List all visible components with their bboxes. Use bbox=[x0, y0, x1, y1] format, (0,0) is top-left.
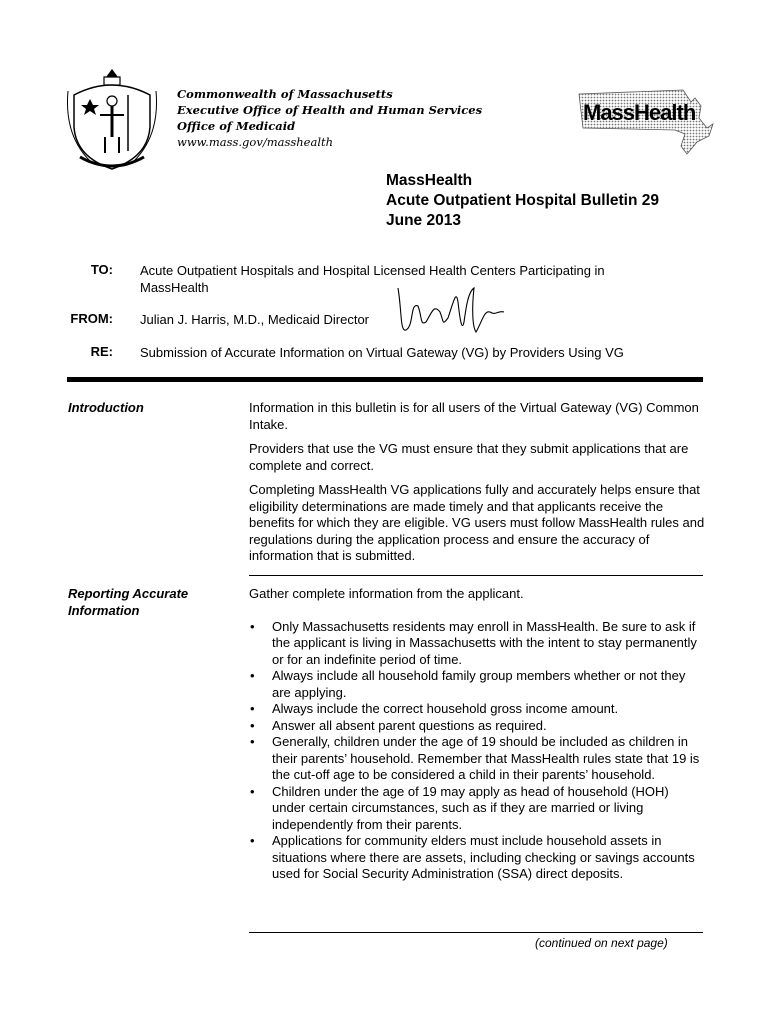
reporting-body bbox=[249, 586, 709, 883]
list-item: • Generally, children under the age of 19 should be included as children in their parents’ household. Remember that MassHealth rules state that 19 is the cut-off age to be considered a child in their parents’ household. bbox=[250, 734, 700, 782]
reporting-bullet-list bbox=[249, 619, 709, 883]
intro-paragraph: Providers that use the VG must ensure that they submit applications that are complete and correct. bbox=[249, 441, 689, 473]
reporting-heading-line: Reporting Accurate bbox=[68, 586, 189, 601]
agency-header bbox=[177, 86, 482, 150]
masshealth-logo-text: MassHealth bbox=[583, 100, 696, 125]
intro-paragraph: Completing MassHealth VG applications fully and accurately helps ensure that eligibility determinations are made timely and that applicants receive the benefits for which they are eligible. VG users must follow MassHealth rules and regulations during the application process and ensure the accuracy of information that is submitted. bbox=[249, 482, 705, 563]
continued-note: (continued on next page) bbox=[535, 936, 668, 950]
title-line-bulletin: Acute Outpatient Hospital Bulletin 29 bbox=[386, 192, 659, 209]
list-item: • Children under the age of 19 may apply as head of household (HOH) under certain circumstances, such as if they are married or living independently from their parents. bbox=[250, 783, 669, 832]
header-divider bbox=[67, 377, 703, 382]
org-line-medicaid: Office of Medicaid bbox=[177, 119, 296, 133]
director-signature bbox=[392, 282, 512, 342]
list-item: • Always include all household family group members whether or not they are applying. bbox=[250, 668, 686, 700]
agency-url: www.mass.gov/masshealth bbox=[177, 135, 334, 149]
from-label: FROM: bbox=[70, 311, 113, 326]
re-label: RE: bbox=[90, 344, 113, 359]
massachusetts-seal-icon bbox=[60, 65, 165, 173]
section-divider bbox=[249, 575, 703, 576]
list-item: • Applications for community elders must include household assets in situations where there are assets, including checking or savings accounts used for Social Security Administration (SSA) direct deposits. bbox=[250, 833, 695, 881]
reporting-heading-line: Information bbox=[68, 603, 140, 618]
intro-paragraph: Information in this bulletin is for all users of the Virtual Gateway (VG) Common Intake. bbox=[249, 400, 699, 432]
reporting-heading bbox=[68, 585, 188, 619]
title-line-date: June 2013 bbox=[386, 212, 461, 229]
bulletin-title bbox=[386, 171, 659, 231]
introduction-body bbox=[249, 400, 709, 573]
from-value: Julian J. Harris, M.D., Medicaid Director bbox=[140, 312, 369, 327]
footer-divider bbox=[249, 932, 703, 933]
re-value: Submission of Accurate Information on Virtual Gateway (VG) by Providers Using VG bbox=[140, 345, 624, 360]
list-item: • Only Massachusetts residents may enroll in MassHealth. Be sure to ask if the applicant is living in Massachusetts with the intent to stay permanently or for an indefinite period of time. bbox=[250, 618, 697, 667]
to-label: TO: bbox=[90, 262, 113, 277]
list-item: • Answer all absent parent questions as required. bbox=[250, 717, 547, 733]
title-line-program: MassHealth bbox=[386, 172, 473, 189]
to-value: Acute Outpatient Hospitals and Hospital Licensed Health Centers Participating in MassHealth bbox=[140, 263, 605, 295]
introduction-heading: Introduction bbox=[68, 400, 144, 415]
reporting-lead: Gather complete information from the applicant. bbox=[249, 586, 524, 601]
list-item: • Always include the correct household gross income amount. bbox=[250, 701, 619, 716]
org-line-eohhs: Executive Office of Health and Human Services bbox=[177, 103, 483, 117]
org-line-commonwealth: Commonwealth of Massachusetts bbox=[177, 87, 393, 101]
